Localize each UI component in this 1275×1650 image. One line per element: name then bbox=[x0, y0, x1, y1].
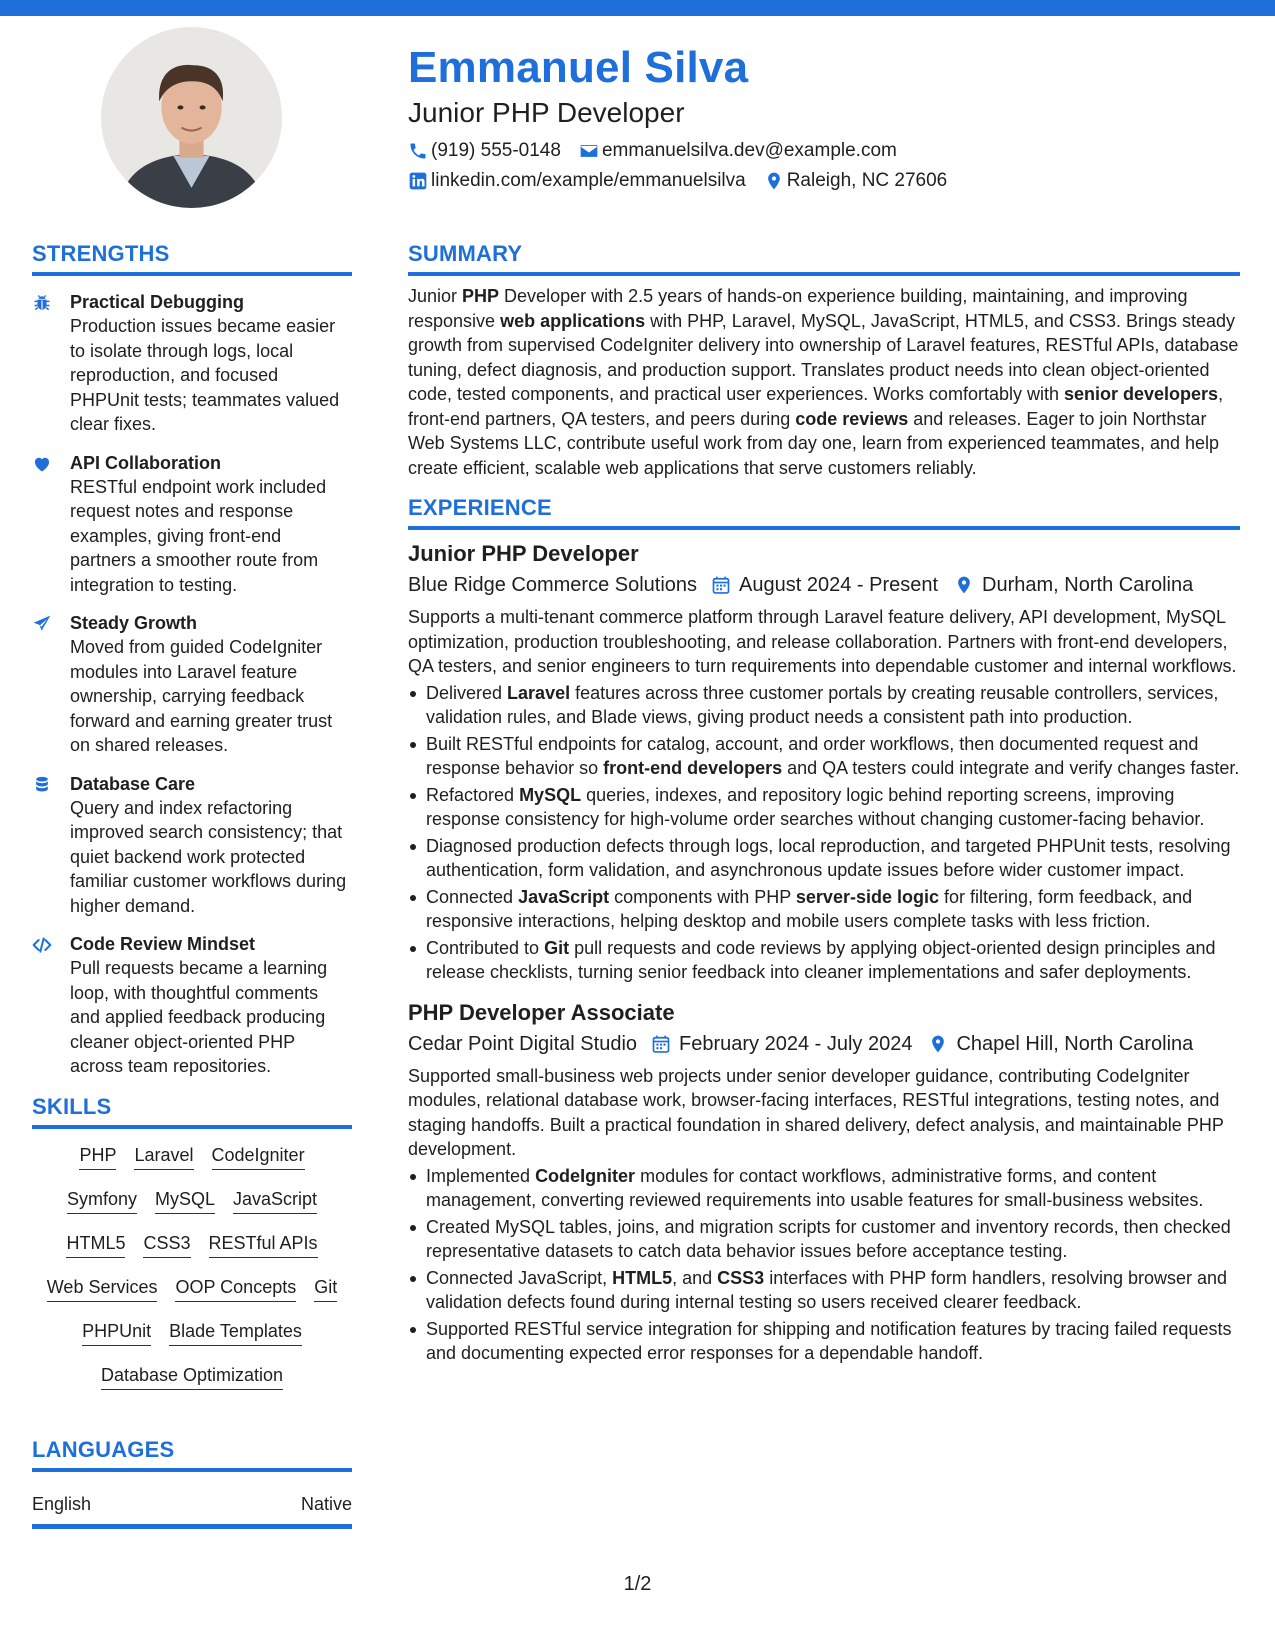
job-title: Junior PHP Developer bbox=[408, 541, 639, 566]
language-level: Native bbox=[300, 1493, 352, 1514]
location-text: Raleigh, NC 27606 bbox=[786, 170, 948, 191]
strength-desc: Query and index refactoring improved search consistency; that quiet backend work protected familiar customer workflows during higher demand. bbox=[70, 797, 347, 916]
skill-tag: Git bbox=[314, 1275, 337, 1302]
linkedin-item[interactable] bbox=[408, 168, 746, 194]
bullet-item: Supported RESTful service integration for shipping and notification features by tracing failed requests and documenting expected error responses for a dependable handoff. bbox=[408, 1317, 1240, 1366]
job-entry bbox=[408, 540, 1240, 985]
strength-title: Code Review Mindset bbox=[70, 934, 256, 954]
skills-section bbox=[32, 1093, 352, 1390]
strength-item bbox=[32, 611, 352, 758]
job-entry bbox=[408, 999, 1240, 1366]
phone-icon bbox=[408, 141, 428, 161]
job-dates bbox=[651, 1030, 912, 1058]
bullet-item: Contributed to Git pull requests and code reviews by applying object-oriented design principles and release checklists, turning senior feedback into cleaner implementations and safer deployments. bbox=[408, 936, 1240, 985]
bug-icon bbox=[32, 293, 52, 313]
strength-item bbox=[32, 772, 352, 919]
strengths-list bbox=[32, 290, 352, 1079]
map-pin-icon bbox=[764, 171, 784, 191]
resume-header bbox=[408, 42, 1238, 194]
languages-section bbox=[32, 1436, 352, 1529]
languages-heading: LANGUAGES bbox=[32, 1436, 352, 1472]
dates-text: February 2024 - July 2024 bbox=[679, 1032, 913, 1055]
experience-section bbox=[408, 494, 1240, 1366]
job-location bbox=[954, 571, 1193, 599]
bullet-item: Implemented CodeIgniter modules for contact workflows, administrative forms, and content management, converting reviewed requirements into usable features for small-business websites. bbox=[408, 1164, 1240, 1213]
phone-text: (919) 555-0148 bbox=[431, 140, 561, 161]
skill-tag: MySQL bbox=[155, 1187, 215, 1214]
skill-tag: CSS3 bbox=[143, 1231, 190, 1258]
skill-tag: PHP bbox=[79, 1143, 116, 1170]
paper-plane-icon bbox=[32, 614, 52, 634]
bullet-item: Connected JavaScript, HTML5, and CSS3 interfaces with PHP form handlers, resolving browser and validation defects found during internal testing so users received clearer feedback. bbox=[408, 1266, 1240, 1315]
linkedin-text[interactable]: linkedin.com/example/emmanuelsilva bbox=[431, 170, 746, 191]
location-text: Durham, North Carolina bbox=[982, 574, 1194, 596]
left-column bbox=[32, 240, 352, 1529]
skill-tag: Laravel bbox=[134, 1143, 193, 1170]
calendar-icon bbox=[711, 575, 731, 595]
strength-desc: Pull requests became a learning loop, with thoughtful comments and applied feedback producing cleaner object-oriented PHP across team repositories. bbox=[70, 958, 328, 1076]
right-column bbox=[408, 240, 1240, 1368]
skills-list bbox=[32, 1129, 352, 1390]
job-summary: Supports a multi-tenant commerce platform through Laravel feature delivery, API development, MySQL optimization, production troubleshooting, and release collaboration. Partners with front-end developers, QA testers, and senior engineers to turn requirements into dependable customer and internal workflows. bbox=[408, 607, 1237, 676]
job-bullets bbox=[408, 681, 1240, 985]
profile-photo bbox=[101, 27, 282, 208]
skills-heading: SKILLS bbox=[32, 1093, 352, 1129]
job-location bbox=[928, 1030, 1193, 1058]
strength-title: Steady Growth bbox=[70, 613, 198, 633]
heart-icon bbox=[32, 454, 52, 474]
bullet-item: Built RESTful endpoints for catalog, account, and order workflows, then documented request and response behavior so front-end developers and QA testers could integrate and verify changes faster. bbox=[408, 732, 1240, 781]
linkedin-icon bbox=[408, 171, 428, 191]
dates-text: August 2024 - Present bbox=[739, 574, 939, 596]
skill-tag: Blade Templates bbox=[169, 1319, 302, 1346]
database-icon bbox=[32, 775, 52, 795]
skill-tag: OOP Concepts bbox=[175, 1275, 296, 1302]
skill-tag: PHPUnit bbox=[82, 1319, 151, 1346]
strengths-heading: STRENGTHS bbox=[32, 240, 352, 276]
experience-heading: EXPERIENCE bbox=[408, 494, 1240, 530]
skill-tag: JavaScript bbox=[233, 1187, 317, 1214]
company-name: Cedar Point Digital Studio bbox=[408, 1032, 638, 1055]
phone-item bbox=[408, 138, 561, 164]
skill-tag: Database Optimization bbox=[101, 1363, 283, 1390]
language-name: English bbox=[32, 1493, 92, 1514]
job-dates bbox=[711, 571, 938, 599]
job-summary: Supported small-business web projects under senior developer guidance, contributing CodeIgniter modules, relational database work, browser-facing interfaces, RESTful integrations, testing notes, and staging handoffs. Built a practical foundation in shared delivery, defect analysis, and maintainable PHP development. bbox=[408, 1065, 1224, 1159]
skill-tag: Symfony bbox=[67, 1187, 137, 1214]
job-company bbox=[408, 571, 697, 599]
skill-tag: CodeIgniter bbox=[212, 1143, 305, 1170]
language-row bbox=[32, 1492, 352, 1529]
strength-item bbox=[32, 290, 352, 437]
job-bullets bbox=[408, 1164, 1240, 1366]
skill-tag: HTML5 bbox=[66, 1231, 125, 1258]
bullet-item: Connected JavaScript components with PHP server-side logic for filtering, form feedback, and responsive interactions, helping desktop and mobile users complete tasks with less friction. bbox=[408, 885, 1240, 934]
bullet-item: Created MySQL tables, joins, and migration scripts for customer and inventory records, then checked representative datasets to catch data behavior issues before acceptance testing. bbox=[408, 1215, 1240, 1264]
job-title: PHP Developer Associate bbox=[408, 999, 675, 1025]
page-number: 1/2 bbox=[623, 1573, 652, 1595]
location-text: Chapel Hill, North Carolina bbox=[956, 1032, 1194, 1055]
bullet-item: Diagnosed production defects through logs, local reproduction, and targeted PHPUnit tests, resolving authentication, form validation, and asynchronous update issues before wider customer impact. bbox=[408, 834, 1240, 883]
skill-tag: Web Services bbox=[47, 1275, 158, 1302]
location-item bbox=[764, 168, 948, 194]
summary-heading: SUMMARY bbox=[408, 240, 1240, 276]
contact-row-2 bbox=[408, 168, 1238, 194]
code-icon bbox=[32, 935, 52, 955]
job-meta bbox=[408, 571, 1240, 599]
map-pin-icon bbox=[954, 575, 974, 595]
skill-tag: RESTful APIs bbox=[209, 1231, 318, 1258]
bullet-item: Delivered Laravel features across three customer portals by creating reusable controllers, services, validation rules, and Blade views, giving product needs a consistent path into production. bbox=[408, 681, 1240, 730]
bullet-item: Refactored MySQL queries, indexes, and repository logic behind reporting screens, improving response consistency for high-volume order searches without changing customer-facing behavior. bbox=[408, 783, 1240, 832]
calendar-icon bbox=[651, 1034, 671, 1054]
strength-title: Database Care bbox=[70, 773, 196, 794]
candidate-title: Junior PHP Developer bbox=[408, 97, 685, 128]
job-meta bbox=[408, 1030, 1240, 1058]
email-item[interactable] bbox=[579, 138, 897, 164]
top-accent-bar bbox=[0, 0, 1275, 16]
map-pin-icon bbox=[928, 1034, 948, 1054]
strength-title: API Collaboration bbox=[70, 452, 222, 473]
strength-item bbox=[32, 932, 352, 1079]
strength-desc: Production issues became easier to isolate through logs, local reproduction, and focused PHPUnit tests; teammates valued clear fixes. bbox=[70, 316, 340, 434]
envelope-icon bbox=[579, 141, 599, 161]
candidate-name: Emmanuel Silva bbox=[408, 43, 749, 92]
job-company bbox=[408, 1030, 637, 1058]
strength-desc: RESTful endpoint work included request notes and response examples, giving front-end partners a smoother route from integration to testing. bbox=[70, 476, 327, 595]
company-name: Blue Ridge Commerce Solutions bbox=[408, 574, 698, 596]
email-text[interactable]: emmanuelsilva.dev@example.com bbox=[601, 140, 897, 161]
summary-text: Junior PHP Developer with 2.5 years of hands-on experience building, maintaining, and improving responsive web applications with PHP, Laravel, MySQL, JavaScript, HTML5, and CSS3. Brings steady growth from supervised CodeIgniter delivery into ownership of Laravel features, RESTful APIs, database tuning, defect diagnosis, and production support. Translates product needs into clean object-oriented code, tested components, and practical user experiences. Works comfortably with senior developers, front-end partners, QA testers, and peers during code reviews and releases. Eager to join Northstar Web Systems LLC, contribute useful work from day one, learn from experienced teammates, and help create efficient, scalable web applications that serve customers reliably. bbox=[408, 286, 1239, 478]
contact-row-1 bbox=[408, 138, 1238, 164]
strength-desc: Moved from guided CodeIgniter modules into Laravel feature ownership, carrying feedback forward and earning greater trust on shared releases. bbox=[70, 637, 333, 755]
strength-title: Practical Debugging bbox=[70, 292, 245, 312]
strength-item bbox=[32, 451, 352, 598]
